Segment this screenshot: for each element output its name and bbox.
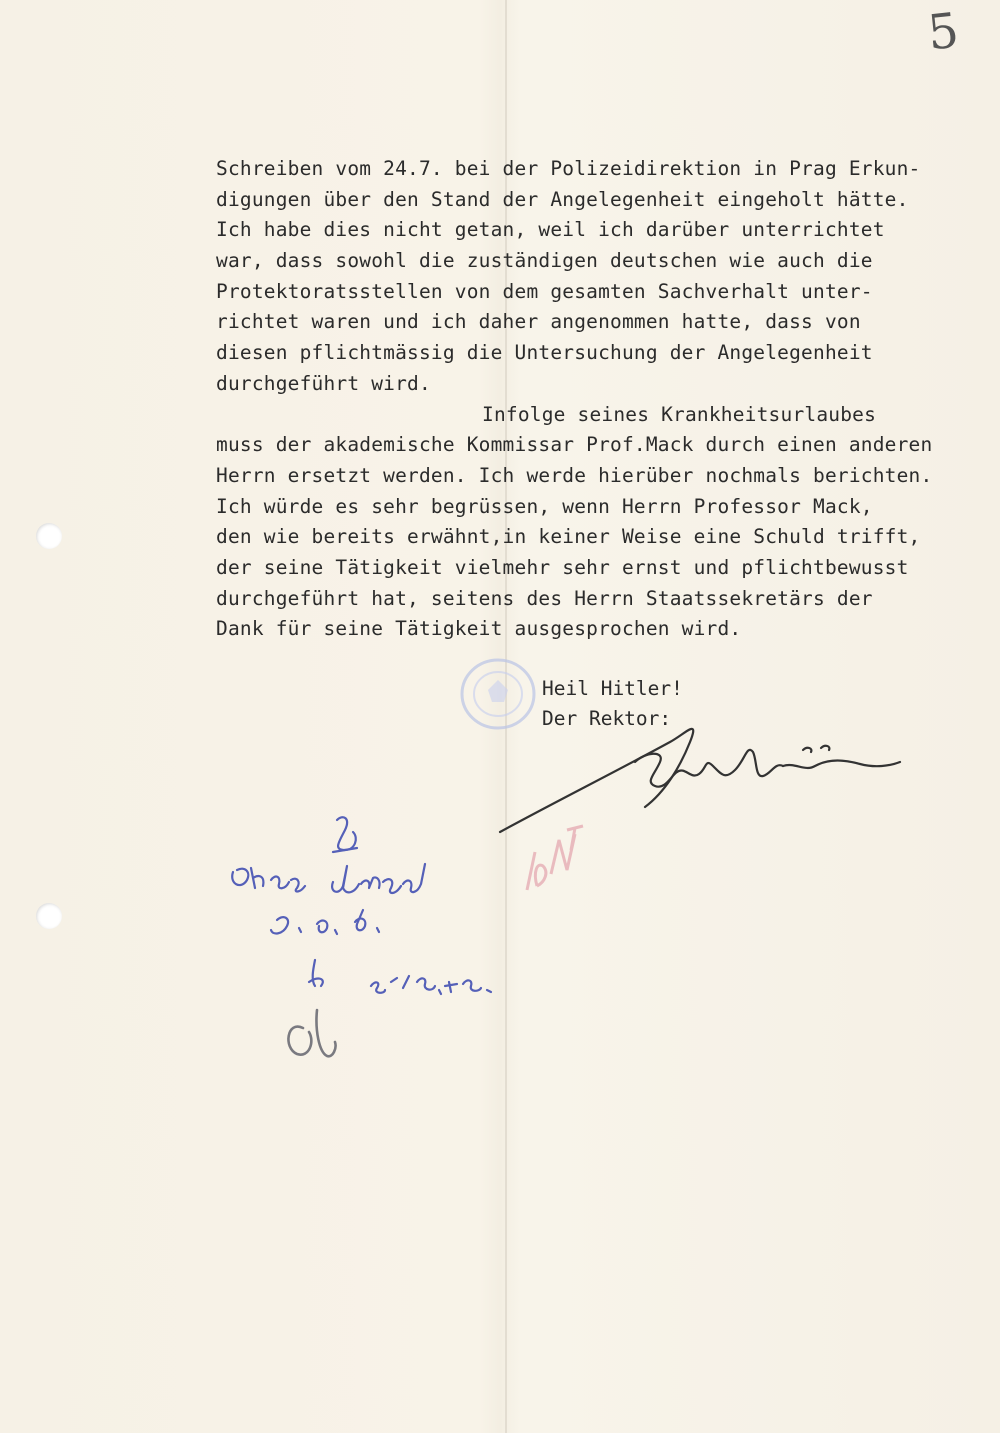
body-line: durchgeführt hat, seitens des Herrn Staatssekretärs der bbox=[216, 586, 873, 610]
body-line: diesen pflichtmässig die Untersuchung der Angelegenheit bbox=[216, 341, 873, 365]
body-line: Dank für seine Tätigkeit ausgesprochen wird. bbox=[216, 617, 742, 641]
body-line: Ich würde es sehr begrüssen, wenn Herrn Professor Mack, bbox=[216, 494, 873, 518]
signatory-title: Der Rektor: bbox=[542, 707, 672, 730]
letter-body bbox=[216, 154, 996, 645]
page-number: 5 bbox=[925, 2, 962, 62]
body-line: war, dass sowohl die zuständigen deutschen wie auch die bbox=[216, 249, 873, 273]
body-line: Schreiben vom 24.7. bei der Polizeidirektion in Prag Erkun- bbox=[216, 157, 921, 180]
body-line: der seine Tätigkeit vielmehr sehr ernst und pflichtbewusst bbox=[216, 555, 909, 579]
body-line: digungen über den Stand der Angelegenheit eingeholt hätte. bbox=[216, 187, 909, 211]
handwritten-annotations bbox=[225, 810, 525, 1080]
rector-signature bbox=[495, 722, 915, 842]
punch-hole-lower bbox=[36, 903, 62, 929]
closing-greeting: Heil Hitler! bbox=[542, 677, 683, 700]
body-line: durchgeführt wird. bbox=[216, 371, 431, 395]
body-line: Ich habe dies nicht getan, weil ich darüber unterrichtet bbox=[216, 218, 885, 242]
body-line: muss der akademische Kommissar Prof.Mack durch einen anderen bbox=[216, 433, 933, 457]
body-line: richtet waren und ich daher angenommen hatte, dass von bbox=[216, 310, 861, 334]
punch-hole-upper bbox=[36, 523, 62, 549]
body-line: den wie bereits erwähnt,in keiner Weise eine Schuld trifft, bbox=[216, 525, 921, 549]
body-line: Herrn ersetzt werden. Ich werde hierüber nochmals berichten. bbox=[216, 463, 933, 487]
body-line-indented: Infolge seines Krankheitsurlaubes bbox=[482, 402, 877, 426]
body-line: Protektoratsstellen von dem gesamten Sachverhalt unter- bbox=[216, 279, 873, 303]
